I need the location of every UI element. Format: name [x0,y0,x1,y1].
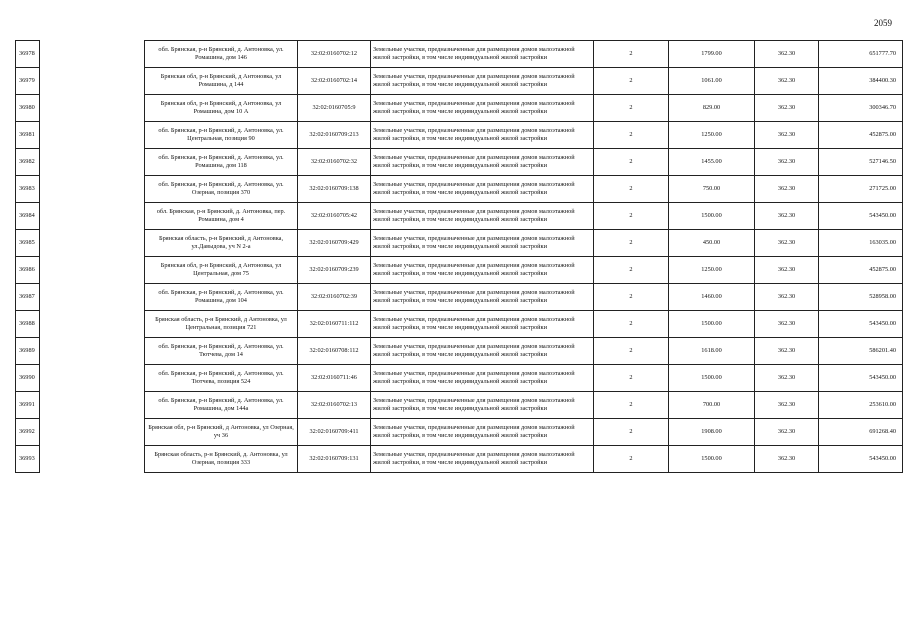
land-use-cell: Земельные участки, предназначенные для размещения домов малоэтажной жилой застройки, в том числе индивидуальной жилой застройки [371,419,594,446]
land-use-cell: Земельные участки, предназначенные для размещения домов малоэтажной жилой застройки, в том числе индивидуальной жилой застройки [371,365,594,392]
rate-cell: 362.30 [755,203,819,230]
area-cell: 700.00 [669,392,755,419]
address-cell: Брянская обл, р-н Брянский, д Антоновка, ул Озерная, уч 36 [145,419,298,446]
area-cell: 1500.00 [669,311,755,338]
land-use-cell: Земельные участки, предназначенные для размещения домов малоэтажной жилой застройки, в том числе индивидуальной жилой застройки [371,95,594,122]
row-id-cell: 36984 [16,203,40,230]
land-use-cell: Земельные участки, предназначенные для размещения домов малоэтажной жилой застройки, в том числе индивидуальной жилой застройки [371,176,594,203]
category-cell: 2 [594,284,669,311]
table-row [16,149,903,176]
cadastral-value-cell: 300346.70 [819,95,903,122]
empty-cell [40,284,145,311]
category-cell: 2 [594,392,669,419]
land-use-cell: Земельные участки, предназначенные для размещения домов малоэтажной жилой застройки, в том числе индивидуальной жилой застройки [371,284,594,311]
land-use-cell: Земельные участки, предназначенные для размещения домов малоэтажной жилой застройки, в том числе индивидуальной жилой застройки [371,203,594,230]
cadastral-value-cell: 271725.00 [819,176,903,203]
area-cell: 1500.00 [669,203,755,230]
area-cell: 750.00 [669,176,755,203]
empty-cell [40,446,145,473]
cadastral-number-cell: 32:02:0160702:14 [298,68,371,95]
cadastral-number-cell: 32:02:0160702:32 [298,149,371,176]
rate-cell: 362.30 [755,41,819,68]
empty-cell [40,257,145,284]
row-id-cell: 36983 [16,176,40,203]
cadastral-value-cell: 543450.00 [819,311,903,338]
category-cell: 2 [594,419,669,446]
cadastral-value-table [15,40,903,473]
cadastral-value-cell: 452875.00 [819,257,903,284]
row-id-cell: 36993 [16,446,40,473]
address-cell: Брянская обл, р-н Брянский, д Антоновка, ул Ромашина, дом 10 А [145,95,298,122]
cadastral-number-cell: 32:02:0160709:138 [298,176,371,203]
cadastral-number-cell: 32:02:0160709:411 [298,419,371,446]
empty-cell [40,365,145,392]
row-id-cell: 36990 [16,365,40,392]
category-cell: 2 [594,122,669,149]
cadastral-number-cell: 32:02:0160709:429 [298,230,371,257]
address-cell: Брянская область, р-н Брянский, д. Антоновка, ул Озерная, позиция 333 [145,446,298,473]
cadastral-value-cell: 543450.00 [819,365,903,392]
rate-cell: 362.30 [755,230,819,257]
category-cell: 2 [594,203,669,230]
category-cell: 2 [594,446,669,473]
rate-cell: 362.30 [755,446,819,473]
table-row [16,176,903,203]
land-use-cell: Земельные участки, предназначенные для размещения домов малоэтажной жилой застройки, в том числе индивидуальной жилой застройки [371,338,594,365]
row-id-cell: 36986 [16,257,40,284]
rate-cell: 362.30 [755,176,819,203]
cadastral-number-cell: 32:02:0160705:42 [298,203,371,230]
rate-cell: 362.30 [755,392,819,419]
row-id-cell: 36992 [16,419,40,446]
table-body [16,41,903,473]
category-cell: 2 [594,338,669,365]
table-row [16,122,903,149]
address-cell: обл. Брянская, р-н Брянский, д. Антоновка, ул. Ромашина, дом 144а [145,392,298,419]
rate-cell: 362.30 [755,365,819,392]
table-row [16,311,903,338]
table-row [16,392,903,419]
cadastral-value-cell: 163035.00 [819,230,903,257]
address-cell: Брянская обл, р-н Брянский, д Антоновка, ул Ромашина, д 144 [145,68,298,95]
row-id-cell: 36981 [16,122,40,149]
address-cell: обл. Брянская, р-н Брянский, д. Антоновка, пер. Ромашина, дом 4 [145,203,298,230]
land-use-cell: Земельные участки, предназначенные для размещения домов малоэтажной жилой застройки, в том числе индивидуальной жилой застройки [371,68,594,95]
area-cell: 1500.00 [669,365,755,392]
land-use-cell: Земельные участки, предназначенные для размещения домов малоэтажной жилой застройки, в том числе индивидуальной жилой застройки [371,311,594,338]
category-cell: 2 [594,68,669,95]
address-cell: Брянская область, р-н Брянский, д Антоновка, ул Центральная, позиция 721 [145,311,298,338]
area-cell: 1460.00 [669,284,755,311]
cadastral-number-cell: 32:02:0160711:46 [298,365,371,392]
cadastral-number-cell: 32:02:0160708:112 [298,338,371,365]
land-use-cell: Земельные участки, предназначенные для размещения домов малоэтажной жилой застройки, в том числе индивидуальной жилой застройки [371,446,594,473]
table-row [16,203,903,230]
rate-cell: 362.30 [755,122,819,149]
area-cell: 1799.00 [669,41,755,68]
row-id-cell: 36989 [16,338,40,365]
land-use-cell: Земельные участки, предназначенные для размещения домов малоэтажной жилой застройки, в том числе индивидуальной жилой застройки [371,257,594,284]
table-row [16,365,903,392]
empty-cell [40,95,145,122]
rate-cell: 362.30 [755,149,819,176]
table-row [16,257,903,284]
address-cell: обл. Брянская, р-н Брянский, д. Антоновка, ул. Центральная, позиция 90 [145,122,298,149]
cadastral-value-cell: 543450.00 [819,446,903,473]
cadastral-value-cell: 651777.70 [819,41,903,68]
cadastral-value-cell: 384400.30 [819,68,903,95]
table-row [16,284,903,311]
rate-cell: 362.30 [755,257,819,284]
cadastral-value-cell: 543450.00 [819,203,903,230]
row-id-cell: 36991 [16,392,40,419]
cadastral-value-cell: 691268.40 [819,419,903,446]
cadastral-value-cell: 528958.00 [819,284,903,311]
cadastral-number-cell: 32:02:0160709:213 [298,122,371,149]
empty-cell [40,41,145,68]
row-id-cell: 36987 [16,284,40,311]
address-cell: Брянская обл, р-н Брянский, д Антоновка, ул Центральная, дом 75 [145,257,298,284]
cadastral-value-cell: 452875.00 [819,122,903,149]
rate-cell: 362.30 [755,68,819,95]
category-cell: 2 [594,365,669,392]
category-cell: 2 [594,149,669,176]
row-id-cell: 36978 [16,41,40,68]
row-id-cell: 36982 [16,149,40,176]
cadastral-number-cell: 32:02:0160709:239 [298,257,371,284]
empty-cell [40,176,145,203]
row-id-cell: 36980 [16,95,40,122]
cadastral-number-cell: 32:02:0160709:131 [298,446,371,473]
area-cell: 829.00 [669,95,755,122]
category-cell: 2 [594,95,669,122]
page-number: 2059 [874,18,892,28]
land-use-cell: Земельные участки, предназначенные для размещения домов малоэтажной жилой застройки, в том числе индивидуальной жилой застройки [371,149,594,176]
cadastral-number-cell: 32:02:0160702:39 [298,284,371,311]
empty-cell [40,311,145,338]
area-cell: 1500.00 [669,446,755,473]
area-cell: 1061.00 [669,68,755,95]
address-cell: обл. Брянская, р-н Брянский, д. Антоновка, ул. Озерная, позиция 370 [145,176,298,203]
address-cell: Брянская область, р-н Брянский, д Антоновка, ул.Давыдова, уч N 2-а [145,230,298,257]
rate-cell: 362.30 [755,311,819,338]
empty-cell [40,419,145,446]
rate-cell: 362.30 [755,284,819,311]
area-cell: 1250.00 [669,257,755,284]
area-cell: 450.00 [669,230,755,257]
row-id-cell: 36988 [16,311,40,338]
table-row [16,338,903,365]
area-cell: 1455.00 [669,149,755,176]
rate-cell: 362.30 [755,95,819,122]
empty-cell [40,122,145,149]
cadastral-number-cell: 32:02:0160705:9 [298,95,371,122]
category-cell: 2 [594,311,669,338]
category-cell: 2 [594,41,669,68]
table-row [16,41,903,68]
address-cell: обл. Брянская, р-н Брянский, д. Антоновка, ул. Ромашина, дом 146 [145,41,298,68]
land-use-cell: Земельные участки, предназначенные для размещения домов малоэтажной жилой застройки, в том числе индивидуальной жилой застройки [371,392,594,419]
cadastral-number-cell: 32:02:0160702:13 [298,392,371,419]
empty-cell [40,338,145,365]
empty-cell [40,230,145,257]
row-id-cell: 36979 [16,68,40,95]
row-id-cell: 36985 [16,230,40,257]
area-cell: 1250.00 [669,122,755,149]
empty-cell [40,392,145,419]
cadastral-value-cell: 527146.50 [819,149,903,176]
rate-cell: 362.30 [755,419,819,446]
cadastral-value-cell: 586201.40 [819,338,903,365]
address-cell: обл. Брянская, р-н Брянский, д. Антоновка, ул. Тютчева, позиция 524 [145,365,298,392]
empty-cell [40,203,145,230]
category-cell: 2 [594,176,669,203]
rate-cell: 362.30 [755,338,819,365]
category-cell: 2 [594,230,669,257]
address-cell: обл. Брянская, р-н Брянский, д. Антоновка, ул. Ромашина, дом 104 [145,284,298,311]
table-row [16,68,903,95]
table-row [16,95,903,122]
address-cell: обл. Брянская, р-н Брянский, д. Антоновка, ул. Ромашина, дом 118 [145,149,298,176]
empty-cell [40,149,145,176]
category-cell: 2 [594,257,669,284]
address-cell: обл. Брянская, р-н Брянский, д. Антоновка, ул. Тютчева, дом 14 [145,338,298,365]
cadastral-number-cell: 32:02:0160702:12 [298,41,371,68]
cadastral-value-cell: 253610.00 [819,392,903,419]
table-row [16,446,903,473]
empty-cell [40,68,145,95]
table-row [16,419,903,446]
table-row [16,230,903,257]
land-use-cell: Земельные участки, предназначенные для размещения домов малоэтажной жилой застройки, в том числе индивидуальной жилой застройки [371,122,594,149]
area-cell: 1618.00 [669,338,755,365]
cadastral-number-cell: 32:02:0160711:112 [298,311,371,338]
land-use-cell: Земельные участки, предназначенные для размещения домов малоэтажной жилой застройки, в том числе индивидуальной жилой застройки [371,230,594,257]
area-cell: 1908.00 [669,419,755,446]
land-use-cell: Земельные участки, предназначенные для размещения домов малоэтажной жилой застройки, в том числе индивидуальной жилой застройки [371,41,594,68]
